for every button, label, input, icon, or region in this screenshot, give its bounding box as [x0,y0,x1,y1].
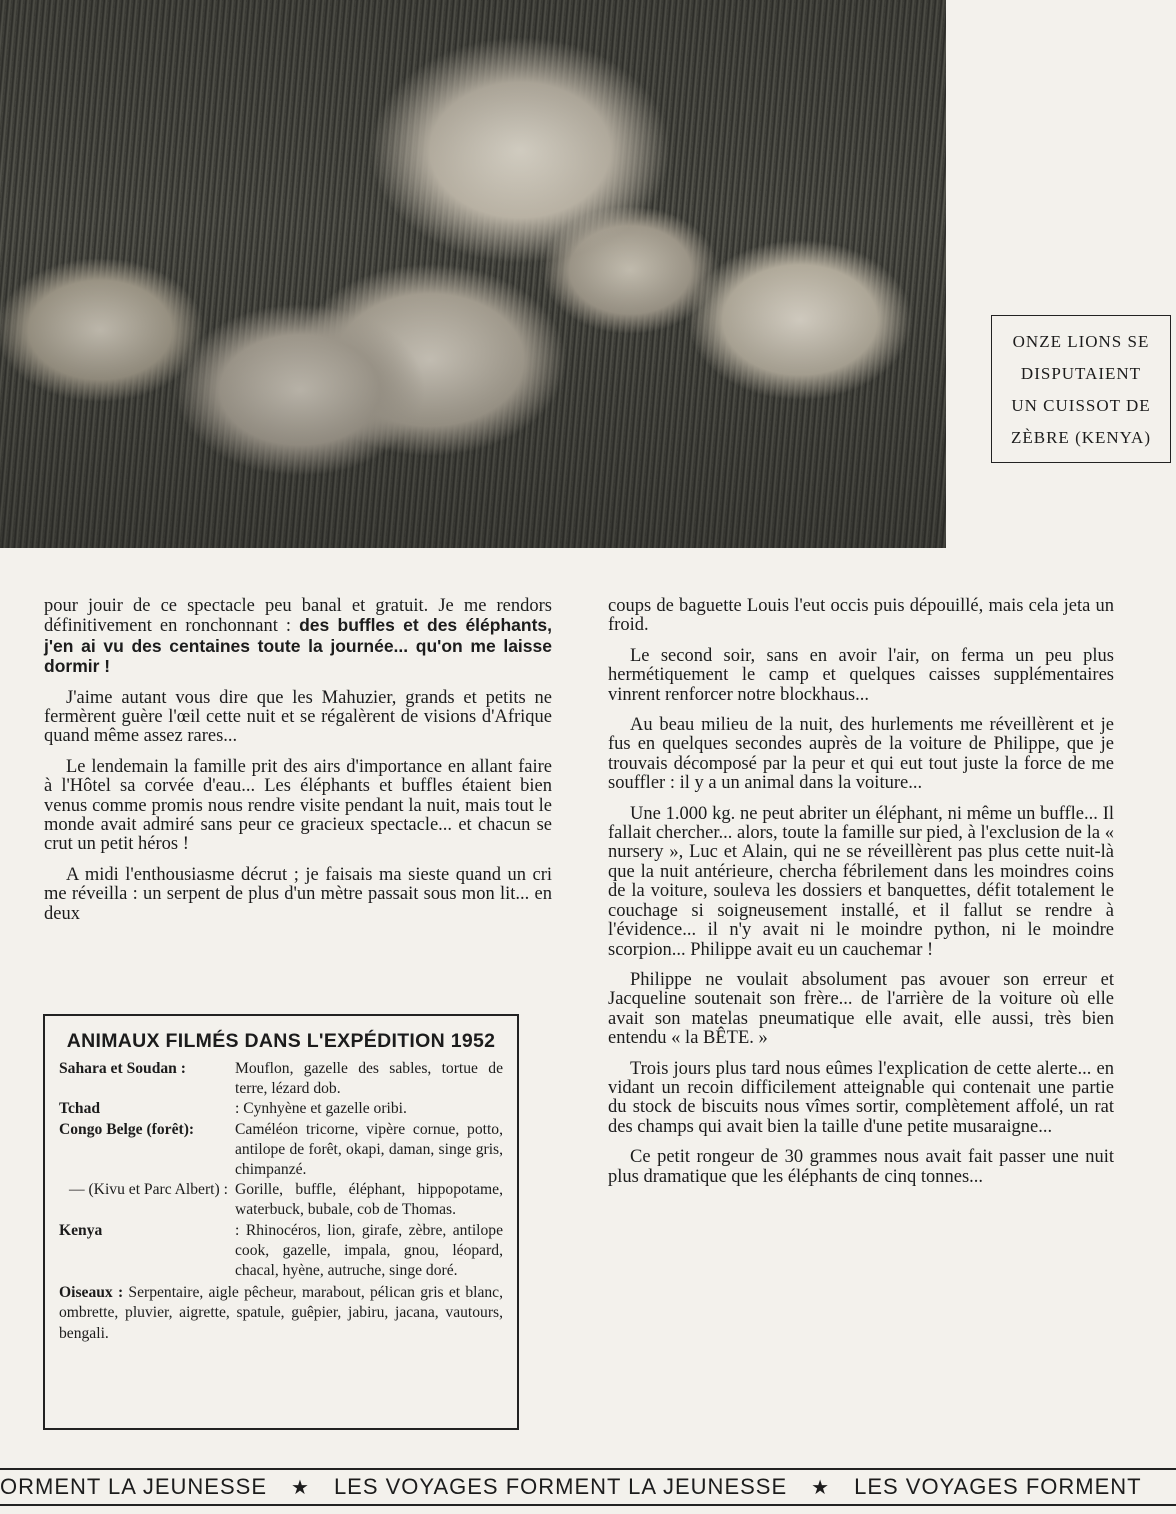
right-paragraph-1: coups de baguette Louis l'eut occis puis dépouillé, mais cela jeta un froid. [608,596,1114,636]
box-animals: Caméléon tricorne, vipère cornue, potto, antilope de forêt, okapi, daman, singe gris, chimpanzé. [235,1120,503,1179]
footer-band [0,1468,1176,1506]
left-paragraph-4: A midi l'enthousiasme décrut ; je faisais ma sieste quand un cri me réveilla : un serpent de plus d'un mètre passait sous mon lit... en deux [44,864,552,924]
right-paragraph-5: Philippe ne voulait absolument pas avouer son erreur et Jacqueline soutenait son frère... de l'arrière de la voiture où elle avait son matelas pneumatique elle avait, elle aussi, très bien entendu « la BÊTE. » [608,969,1114,1049]
left-p1-bold: des buffles et des éléphants, j'en ai vu des centaines toute la journée... qu'on me laisse dormir ! [44,615,552,677]
footer-segment: LES VOYAGES FORMENT LA JEUNESSE [333,1474,788,1499]
box-birds-row [59,1283,503,1344]
right-paragraph-2: Le second soir, sans en avoir l'air, on ferma un peu plus hermétiquement le camp et quelques caisses supplémentaires vinrent renforcer notre blockhaus... [608,645,1114,705]
photo-caption [991,315,1171,463]
box-birds-label: Oiseaux : [59,1284,124,1302]
left-p1-text: pour jouir de ce spectacle peu banal et gratuit. Je me rendors définitivement en ronchonnant : [44,596,552,637]
box-row [59,1221,503,1282]
box-title: ANIMAUX FILMÉS DANS L'EXPÉDITION 1952 [66,1030,496,1052]
box-row [59,1180,503,1220]
box-animals: : Rhinocéros, lion, girafe, zèbre, antilope cook, gazelle, impala, gnou, léopard, chacal, hyène, autruche, singe doré. [235,1221,503,1280]
footer-segment: ORMENT LA JEUNESSE [0,1474,267,1499]
box-animals: : Cynhyène et gazelle oribi. [235,1100,407,1118]
star-icon: ★ [291,1477,310,1499]
footer-segment: LES VOYAGES FORMENT [854,1474,1142,1499]
box-region: — (Kivu et Parc Albert) : [69,1181,228,1199]
box-row [59,1099,503,1119]
box-region: Kenya [59,1221,103,1239]
box-animals: Gorille, buffle, éléphant, hippopotame, waterbuck, bubale, cob de Thomas. [235,1181,503,1219]
box-birds-list: Serpentaire, aigle pêcheur, marabout, pélican gris et blanc, ombrette, pluvier, aigrette, spatule, guêpier, jabiru, jacana, vautours, bengali. [59,1284,503,1342]
caption-line: DISPUTAIENT [1020,364,1142,383]
right-paragraph-4: Une 1.000 kg. ne peut abriter un éléphant, ni même un buffle... Il fallait chercher... alors, toute la famille sur pied, à l'exclusion de la « nursery », Luc et Alain, qui ne se réveillèrent pas plus cette nuit-là que la nuit antérieure, chercha fébrilement dans les moindres coins de la voiture, souleva les dossiers et banquettes, défit totalement le couchage si soigneusement installé, et il fallut se rendre à l'évidence... il n'y avait ni le moindre python, ni le moindre scorpion... Philippe avait eu un cauchemar ! [608,803,1114,960]
caption-line: ONZE LIONS SE [1012,332,1150,351]
left-column [44,597,552,935]
box-row [59,1059,503,1099]
caption-line: UN CUISSOT DE [1011,396,1151,415]
box-row [59,1120,503,1181]
box-animals: Mouflon, gazelle des sables, tortue de terre, lézard dob. [235,1060,503,1098]
right-column [608,597,1114,1198]
animals-filmed-box [43,1014,519,1430]
right-paragraph-6: Trois jours plus tard nous eûmes l'explication de cette alerte... en vidant un recoin difficilement atteignable qui contenait une partie du stock de biscuits nous vîmes sortir, complètement affolé, un rat des champs qui avait bien la taille d'une petite musaraigne... [608,1058,1114,1137]
caption-line: ZÈBRE (KENYA) [1010,428,1151,447]
star-icon: ★ [811,1477,831,1499]
lions-photo [0,0,946,548]
box-region: Sahara et Soudan : [59,1060,186,1077]
right-paragraph-7: Ce petit rongeur de 30 grammes nous avait fait passer une nuit plus dramatique que les éléphants de cinq tonnes... [608,1147,1114,1187]
left-paragraph-1 [44,597,552,678]
photo-shade [0,0,946,548]
box-region: Tchad [59,1100,101,1118]
left-paragraph-3: Le lendemain la famille prit des airs d'importance en allant faire à l'Hôtel sa corvée d'eau... Les éléphants et buffles étaient bien venus comme promis nous rendre visite pendant la nuit, mais tout le monde avait admiré sans peur ce gracieux spectacle... et chacun se crut un petit héros ! [44,756,552,855]
left-paragraph-2: J'aime autant vous dire que les Mahuzier, grands et petits ne fermèrent guère l'œil cette nuit et se régalèrent de visions d'Afrique quand même assez rares... [44,687,552,747]
right-paragraph-3: Au beau milieu de la nuit, des hurlements me réveillèrent et je fus en quelques secondes auprès de la voiture de Philippe, que je trouvais décomposé par la peur et qui eut tout juste la force de me souffler : il y a un animal dans la voiture... [608,715,1114,794]
box-region: Congo Belge (forêt): [59,1120,195,1138]
